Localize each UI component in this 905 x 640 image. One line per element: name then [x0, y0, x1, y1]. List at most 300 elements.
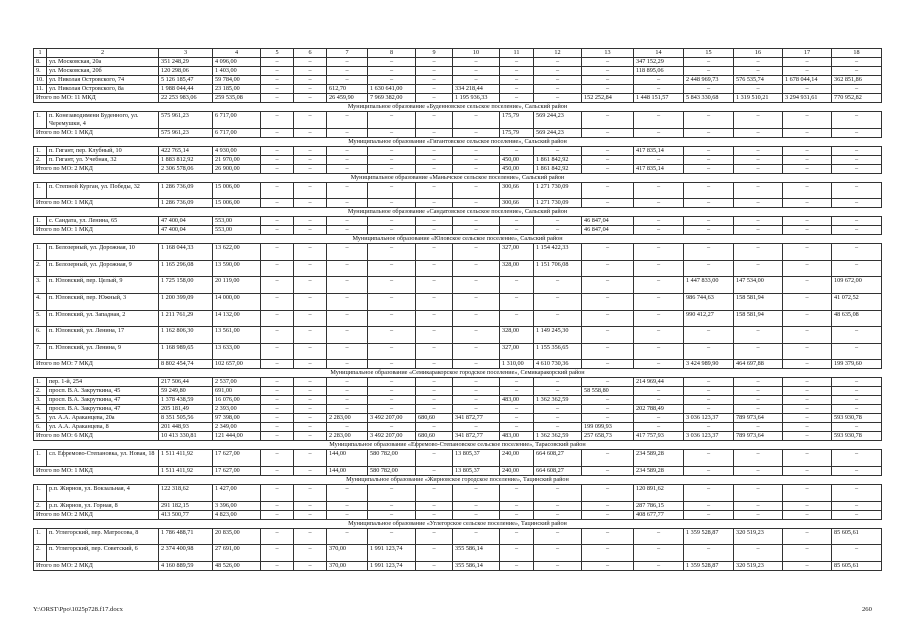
value-cell: – [294, 545, 327, 562]
total-value-cell: 300,66 [500, 199, 534, 208]
value-cell: – [832, 217, 882, 226]
total-value-cell: – [582, 128, 634, 137]
value-cell: – [416, 85, 453, 94]
value-cell: – [582, 405, 634, 414]
value-cell: 1 200 399,09 [159, 293, 213, 310]
address-cell: п. Конезаводимени Буденного, ул. Черемушки, 4 [47, 112, 159, 129]
address-cell: п. Гигант, ул. Учебная, 32 [47, 155, 159, 164]
value-cell: – [453, 396, 500, 405]
value-cell: – [294, 423, 327, 432]
value-cell: – [734, 405, 783, 414]
value-cell: – [734, 58, 783, 67]
building-row [34, 484, 882, 501]
value-cell: – [634, 423, 684, 432]
building-row [34, 146, 882, 155]
total-value-cell: – [416, 561, 453, 570]
value-cell: – [582, 545, 634, 562]
value-cell: 417 835,14 [634, 146, 684, 155]
row-number-cell: 1. [34, 528, 47, 545]
municipality-total-row [34, 510, 882, 519]
value-cell: – [832, 343, 882, 360]
municipality-total-row [34, 432, 882, 441]
value-cell: – [582, 396, 634, 405]
value-cell: – [534, 528, 582, 545]
total-value-cell: 450,00 [500, 164, 534, 173]
value-cell: – [261, 260, 294, 277]
value-cell: 351 248,29 [159, 58, 213, 67]
value-cell: 15 006,00 [213, 182, 261, 199]
value-cell: – [368, 484, 416, 501]
value-cell: – [684, 387, 734, 396]
value-cell: 13 633,00 [213, 343, 261, 360]
address-cell: п. Углегорский, пер. Советский, 6 [47, 545, 159, 562]
value-cell: – [534, 217, 582, 226]
value-cell: – [261, 327, 294, 344]
address-cell: ул. А.А. Араканцева, 8 [47, 423, 159, 432]
building-row [34, 277, 882, 294]
column-number-cell: 15 [684, 49, 734, 58]
total-value-cell: – [327, 164, 368, 173]
value-cell: 1 991 123,74 [368, 545, 416, 562]
value-cell: – [453, 260, 500, 277]
value-cell: – [453, 327, 500, 344]
value-cell: 362 851,86 [832, 76, 882, 85]
municipality-section-row [34, 103, 882, 112]
value-cell: 1 725 158,00 [159, 277, 213, 294]
value-cell: – [261, 58, 294, 67]
value-cell: 17 627,00 [213, 450, 261, 467]
total-value-cell: – [783, 199, 832, 208]
value-cell: – [582, 76, 634, 85]
value-cell: – [368, 260, 416, 277]
value-cell: – [534, 423, 582, 432]
value-cell: 85 605,61 [832, 528, 882, 545]
value-cell: 5 126 185,47 [159, 76, 213, 85]
value-cell: – [261, 378, 294, 387]
column-number-cell: 11 [500, 49, 534, 58]
value-cell: – [294, 327, 327, 344]
value-cell: – [368, 76, 416, 85]
building-row [34, 310, 882, 327]
address-cell: п. Юловский, пер. Южный, 3 [47, 293, 159, 310]
municipality-section-title: Муниципальное образование «Манычское сельское поселение», Сальский район [34, 173, 882, 182]
value-cell: 13 561,00 [213, 327, 261, 344]
value-cell: – [534, 387, 582, 396]
value-cell: – [684, 260, 734, 277]
column-number-cell: 9 [416, 49, 453, 58]
value-cell: – [261, 67, 294, 76]
total-value-cell: 355 586,14 [453, 561, 500, 570]
value-cell: – [783, 85, 832, 94]
address-cell: п. Гигант, пер. Клубный, 10 [47, 146, 159, 155]
municipality-total-row [34, 466, 882, 475]
value-cell: – [582, 293, 634, 310]
total-value-cell: – [294, 466, 327, 475]
total-value-cell: – [294, 360, 327, 369]
value-cell: – [684, 405, 734, 414]
total-label: Итого по МО: 2 МКД [34, 561, 159, 570]
total-value-cell: – [783, 128, 832, 137]
page-number: 260 [862, 606, 872, 613]
value-cell: – [534, 378, 582, 387]
row-number-cell: 7. [34, 343, 47, 360]
value-cell: – [500, 67, 534, 76]
row-number-cell: 6. [34, 423, 47, 432]
value-cell: 109 672,00 [832, 277, 882, 294]
value-cell: – [261, 484, 294, 501]
total-value-cell: – [327, 360, 368, 369]
value-cell: – [368, 182, 416, 199]
value-cell: 1 378 438,59 [159, 396, 213, 405]
value-cell: – [261, 450, 294, 467]
total-value-cell: 48 526,00 [213, 561, 261, 570]
value-cell: 120 891,62 [634, 484, 684, 501]
value-cell: 14 132,00 [213, 310, 261, 327]
value-cell: – [416, 293, 453, 310]
total-value-cell: – [684, 510, 734, 519]
total-value-cell: – [327, 128, 368, 137]
row-number-cell: 4. [34, 293, 47, 310]
value-cell: – [500, 528, 534, 545]
value-cell: – [783, 450, 832, 467]
total-value-cell: 1 511 411,92 [159, 466, 213, 475]
total-label: Итого по МО: 2 МКД [34, 164, 159, 173]
building-row [34, 244, 882, 261]
value-cell: – [327, 405, 368, 414]
total-value-cell: 341 872,77 [453, 432, 500, 441]
value-cell: – [294, 484, 327, 501]
municipality-section-title: Муниципальное образование «Углегорское сельское поселение», Тацинский район [34, 519, 882, 528]
total-value-cell: – [582, 510, 634, 519]
total-value-cell: – [684, 164, 734, 173]
total-value-cell: – [500, 510, 534, 519]
value-cell: – [783, 423, 832, 432]
value-cell: – [582, 414, 634, 423]
value-cell: – [783, 387, 832, 396]
value-cell: 664 608,27 [534, 450, 582, 467]
row-number-cell: 1. [34, 146, 47, 155]
value-cell: – [368, 396, 416, 405]
value-cell: – [734, 85, 783, 94]
value-cell: – [294, 450, 327, 467]
value-cell: 48 635,08 [832, 310, 882, 327]
total-value-cell: 15 006,00 [213, 199, 261, 208]
value-cell: 575 961,23 [159, 112, 213, 129]
column-number-cell: 18 [832, 49, 882, 58]
value-cell: 13 805,37 [453, 450, 500, 467]
value-cell: – [261, 545, 294, 562]
value-cell: – [416, 146, 453, 155]
value-cell: – [500, 293, 534, 310]
value-cell: – [294, 182, 327, 199]
value-cell: – [500, 387, 534, 396]
value-cell: 355 586,14 [453, 545, 500, 562]
total-value-cell: 553,00 [213, 226, 261, 235]
value-cell: – [327, 58, 368, 67]
value-cell: – [261, 405, 294, 414]
value-cell: – [734, 182, 783, 199]
value-cell: – [453, 484, 500, 501]
value-cell: – [294, 343, 327, 360]
address-cell: ул. Московская, 20а [47, 58, 159, 67]
total-value-cell: 4 823,00 [213, 510, 261, 519]
value-cell: – [294, 155, 327, 164]
row-number-cell: 10. [34, 76, 47, 85]
value-cell: – [500, 85, 534, 94]
total-value-cell: – [832, 510, 882, 519]
value-cell: – [783, 414, 832, 423]
value-cell: – [634, 76, 684, 85]
value-cell: – [261, 155, 294, 164]
value-cell: 422 765,14 [159, 146, 213, 155]
building-row [34, 327, 882, 344]
value-cell: – [453, 155, 500, 164]
value-cell: – [634, 260, 684, 277]
column-number-cell: 5 [261, 49, 294, 58]
value-cell: – [684, 501, 734, 510]
value-cell: 120 298,06 [159, 67, 213, 76]
total-label: Итого по МО: 1 МКД [34, 226, 159, 235]
total-value-cell: – [261, 510, 294, 519]
value-cell: – [261, 85, 294, 94]
total-value-cell: 10 413 330,81 [159, 432, 213, 441]
value-cell: – [582, 501, 634, 510]
total-value-cell: 1 448 151,57 [634, 94, 684, 103]
row-number-cell: 1. [34, 378, 47, 387]
value-cell: 3 492 207,00 [368, 414, 416, 423]
value-cell: – [582, 310, 634, 327]
value-cell: 2 349,00 [213, 423, 261, 432]
total-value-cell: – [534, 510, 582, 519]
total-label: Итого по МО: 7 МКД [34, 360, 159, 369]
value-cell: – [734, 217, 783, 226]
row-number-cell: 5. [34, 414, 47, 423]
value-cell: – [416, 112, 453, 129]
value-cell: – [416, 327, 453, 344]
value-cell: – [534, 67, 582, 76]
value-cell: – [327, 244, 368, 261]
total-value-cell: – [582, 561, 634, 570]
row-number-cell: 3. [34, 277, 47, 294]
municipality-section-row [34, 475, 882, 484]
column-number-cell: 1 [34, 49, 47, 58]
total-value-cell: – [294, 510, 327, 519]
total-value-cell: – [416, 128, 453, 137]
value-cell: 1 168 989,65 [159, 343, 213, 360]
value-cell: – [453, 528, 500, 545]
value-cell: – [684, 244, 734, 261]
value-cell: – [453, 112, 500, 129]
value-cell: – [368, 217, 416, 226]
row-number-cell: 8. [34, 58, 47, 67]
row-number-cell: 3. [34, 396, 47, 405]
value-cell: – [783, 182, 832, 199]
total-label: Итого по МО: 11 МКД [34, 94, 159, 103]
value-cell: – [294, 112, 327, 129]
total-value-cell: 1 861 842,92 [534, 164, 582, 173]
total-value-cell: – [534, 226, 582, 235]
total-value-cell: 789 973,64 [734, 432, 783, 441]
total-value-cell: 483,00 [500, 432, 534, 441]
value-cell: – [416, 405, 453, 414]
row-number-cell: 1. [34, 217, 47, 226]
value-cell: 1 427,00 [213, 484, 261, 501]
value-cell: 3 036 123,37 [684, 414, 734, 423]
value-cell: – [734, 343, 783, 360]
value-cell: 4 930,00 [213, 146, 261, 155]
value-cell: – [582, 484, 634, 501]
building-row [34, 378, 882, 387]
address-cell: п. Белозерный, ул. Дорожная, 10 [47, 244, 159, 261]
value-cell: 240,00 [500, 450, 534, 467]
value-cell: 2 374 400,98 [159, 545, 213, 562]
total-value-cell: – [327, 199, 368, 208]
total-value-cell: – [416, 226, 453, 235]
total-value-cell: – [734, 128, 783, 137]
value-cell: – [734, 67, 783, 76]
value-cell: – [634, 85, 684, 94]
value-cell: – [684, 112, 734, 129]
total-value-cell: – [327, 226, 368, 235]
value-cell: – [327, 76, 368, 85]
value-cell: 1 168 044,33 [159, 244, 213, 261]
value-cell: – [294, 378, 327, 387]
total-label: Итого по МО: 6 МКД [34, 432, 159, 441]
building-row [34, 414, 882, 423]
row-number-cell: 1. [34, 484, 47, 501]
value-cell: – [734, 112, 783, 129]
value-cell: – [582, 244, 634, 261]
municipality-section-row [34, 441, 882, 450]
value-cell: 13 622,00 [213, 244, 261, 261]
value-cell: – [534, 414, 582, 423]
value-cell: – [453, 217, 500, 226]
value-cell: – [734, 545, 783, 562]
total-value-cell: – [783, 164, 832, 173]
value-cell: 3 396,00 [213, 501, 261, 510]
total-label: Итого по МО: 1 МКД [34, 128, 159, 137]
value-cell: 205 181,49 [159, 405, 213, 414]
value-cell: – [634, 528, 684, 545]
building-row [34, 112, 882, 129]
value-cell: 20 835,00 [213, 528, 261, 545]
total-value-cell: – [294, 561, 327, 570]
row-number-cell: 1. [34, 182, 47, 199]
value-cell: 59 784,00 [213, 76, 261, 85]
value-cell: – [783, 501, 832, 510]
value-cell: 8 351 505,56 [159, 414, 213, 423]
value-cell: – [634, 414, 684, 423]
address-cell: п. Юловский, ул. Ленина, 17 [47, 327, 159, 344]
row-number-cell: 9. [34, 67, 47, 76]
total-value-cell: 1 310,00 [500, 360, 534, 369]
value-cell: 41 072,52 [832, 293, 882, 310]
total-value-cell: – [294, 128, 327, 137]
value-cell: – [634, 244, 684, 261]
value-cell: – [294, 396, 327, 405]
value-cell: – [453, 501, 500, 510]
total-value-cell: 580 782,00 [368, 466, 416, 475]
value-cell: 1 211 761,29 [159, 310, 213, 327]
value-cell: – [500, 414, 534, 423]
total-value-cell: – [783, 226, 832, 235]
total-value-cell: – [832, 199, 882, 208]
value-cell: – [634, 112, 684, 129]
value-cell: – [416, 155, 453, 164]
value-cell: – [453, 146, 500, 155]
value-cell: – [582, 378, 634, 387]
column-number-cell: 6 [294, 49, 327, 58]
value-cell: – [534, 85, 582, 94]
value-cell: – [368, 244, 416, 261]
value-cell: – [500, 405, 534, 414]
total-value-cell: 1 362 362,59 [534, 432, 582, 441]
total-value-cell: – [783, 510, 832, 519]
value-cell: 1 403,00 [213, 67, 261, 76]
value-cell: – [534, 76, 582, 85]
value-cell: – [734, 260, 783, 277]
total-value-cell: 413 500,77 [159, 510, 213, 519]
value-cell: – [368, 343, 416, 360]
value-cell: – [261, 387, 294, 396]
value-cell: – [327, 112, 368, 129]
total-label: Итого по МО: 2 МКД [34, 510, 159, 519]
value-cell: – [368, 310, 416, 327]
total-value-cell: 6 717,00 [213, 128, 261, 137]
value-cell: 97 398,00 [213, 414, 261, 423]
value-cell: – [783, 217, 832, 226]
value-cell: 1 165 296,08 [159, 260, 213, 277]
value-cell: – [534, 484, 582, 501]
value-cell: – [368, 146, 416, 155]
total-value-cell: 2 283,00 [327, 432, 368, 441]
municipality-total-row [34, 360, 882, 369]
value-cell: 16 076,00 [213, 396, 261, 405]
total-value-cell: – [261, 164, 294, 173]
municipality-section-row [34, 173, 882, 182]
value-cell: – [783, 277, 832, 294]
total-value-cell: 680,60 [416, 432, 453, 441]
value-cell: 347 152,29 [634, 58, 684, 67]
value-cell: – [453, 76, 500, 85]
value-cell: – [832, 67, 882, 76]
value-cell: – [261, 414, 294, 423]
value-cell: – [534, 501, 582, 510]
total-value-cell: 569 244,23 [534, 128, 582, 137]
total-value-cell: 26 900,00 [213, 164, 261, 173]
address-cell: п. Юловский, ул. Западная, 2 [47, 310, 159, 327]
total-value-cell: – [368, 510, 416, 519]
municipality-total-row [34, 199, 882, 208]
total-value-cell: 4 160 889,59 [159, 561, 213, 570]
value-cell: – [453, 277, 500, 294]
address-cell: ул. Николая Островского, 74 [47, 76, 159, 85]
value-cell: – [534, 277, 582, 294]
total-value-cell: – [832, 466, 882, 475]
column-number-row [34, 49, 882, 58]
address-cell: п. Углегорский, пер. Матросова, 8 [47, 528, 159, 545]
value-cell: – [416, 67, 453, 76]
address-cell: п. Юловский, ул. Ленина, 9 [47, 343, 159, 360]
building-row [34, 405, 882, 414]
total-value-cell: 575 961,23 [159, 128, 213, 137]
address-cell: сл. Ефремово-Степановка, ул. Новая, 18 [47, 450, 159, 467]
value-cell: 6 717,00 [213, 112, 261, 129]
total-value-cell: 259 535,08 [213, 94, 261, 103]
building-row [34, 182, 882, 199]
total-value-cell: 240,00 [500, 466, 534, 475]
value-cell: – [634, 182, 684, 199]
